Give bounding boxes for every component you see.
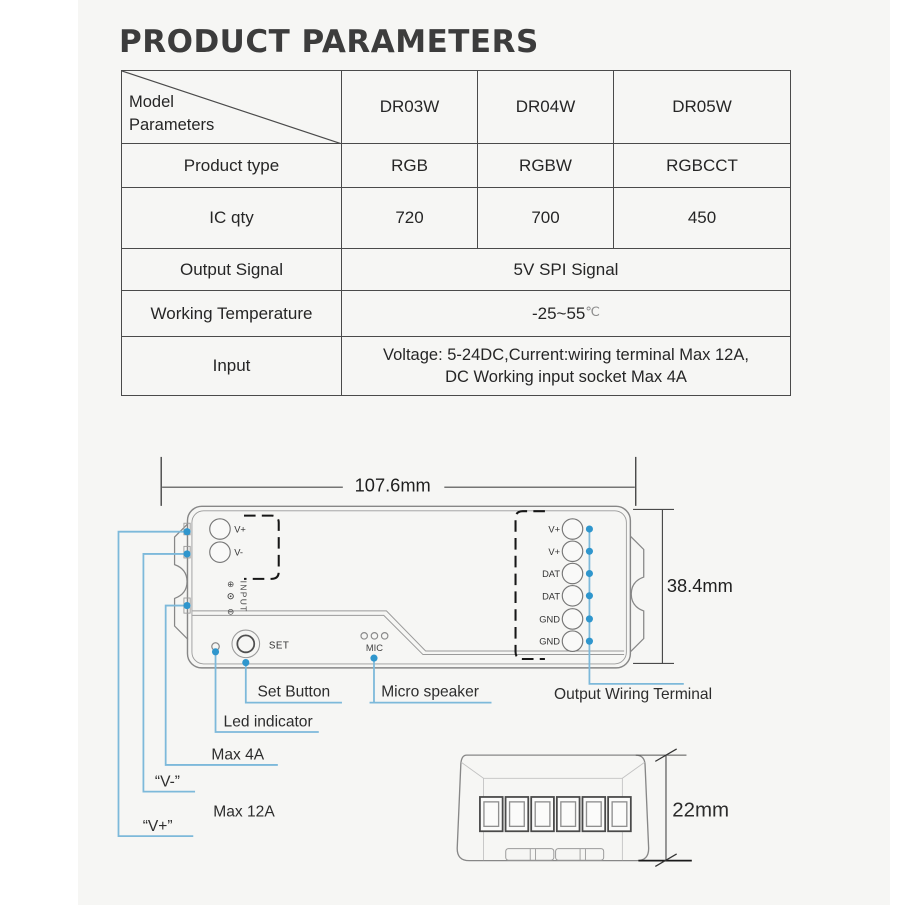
callout-leaders bbox=[118, 525, 683, 836]
terminal-screw bbox=[210, 542, 230, 562]
left-terminal-label: V+ bbox=[234, 524, 246, 535]
set-label: SET bbox=[268, 640, 290, 652]
polarity-minus-icon: ⊖ bbox=[227, 606, 235, 617]
cell-ic-qty-3: 450 bbox=[614, 188, 791, 249]
terminal-screw bbox=[562, 563, 582, 583]
table-row bbox=[122, 249, 791, 291]
table-row bbox=[122, 188, 791, 249]
parameters-table bbox=[121, 70, 791, 396]
cell-product-type-2: RGBW bbox=[478, 144, 614, 188]
page-title: PRODUCT PARAMETERS bbox=[119, 24, 539, 60]
mic-speaker-icon bbox=[361, 633, 388, 653]
output-terminal-block bbox=[516, 511, 583, 659]
left-terminal-label: V- bbox=[234, 547, 244, 558]
row-label-ic-qty: IC qty bbox=[122, 188, 342, 249]
terminal-screw bbox=[562, 541, 582, 561]
corner-label-model: Model bbox=[129, 93, 174, 111]
right-terminal-label: GND bbox=[539, 636, 561, 647]
corner-label-parameters: Parameters bbox=[129, 116, 215, 134]
right-terminal-label: DAT bbox=[542, 591, 561, 602]
left-mounting-ear bbox=[175, 524, 188, 640]
v-minus-callout: “V-” bbox=[154, 773, 180, 791]
right-terminal-label: V+ bbox=[548, 546, 561, 557]
v-plus-callout: “V+” bbox=[142, 817, 173, 835]
table-row bbox=[122, 144, 791, 188]
terminal-screw bbox=[562, 586, 582, 606]
celsius-unit: ℃ bbox=[585, 303, 601, 319]
mic-label: MIC bbox=[365, 642, 383, 653]
set-button-icon bbox=[232, 630, 289, 658]
input-terminal-block bbox=[210, 516, 279, 579]
controller-side-view bbox=[457, 749, 729, 867]
input-spec-line2: DC Working input socket Max 4A bbox=[445, 368, 687, 386]
polarity-plus-icon: ⊕ bbox=[227, 578, 235, 589]
row-label-output-signal: Output Signal bbox=[122, 249, 342, 291]
terminal-screw bbox=[562, 631, 582, 651]
depth-dimension-label: 22mm bbox=[672, 798, 730, 822]
width-dimension bbox=[161, 457, 635, 506]
table-row bbox=[122, 337, 791, 396]
right-mounting-ear bbox=[630, 536, 643, 652]
row-label-working-temperature: Working Temperature bbox=[122, 291, 342, 337]
terminal-screw bbox=[562, 609, 582, 629]
cell-output-signal: 5V SPI Signal bbox=[342, 249, 791, 291]
terminal-screw bbox=[210, 519, 230, 539]
cell-ic-qty-2: 700 bbox=[478, 188, 614, 249]
cell-ic-qty-1: 720 bbox=[342, 188, 478, 249]
terminal-screw bbox=[562, 519, 582, 539]
right-terminal-label: GND bbox=[539, 614, 561, 625]
right-terminal-label: DAT bbox=[542, 569, 561, 580]
micro-speaker-callout: Micro speaker bbox=[381, 683, 479, 701]
model-header-dr05w: DR05W bbox=[614, 71, 791, 144]
device-diagram bbox=[90, 425, 820, 909]
table-row bbox=[122, 291, 791, 337]
model-header-dr03w: DR03W bbox=[342, 71, 478, 144]
model-header-dr04w: DR04W bbox=[478, 71, 614, 144]
row-label-product-type: Product type bbox=[122, 144, 342, 188]
cell-working-temperature bbox=[342, 291, 791, 337]
led-indicator-callout: Led indicator bbox=[223, 713, 313, 731]
input-label: INPUT bbox=[238, 580, 249, 613]
terminal-bracket bbox=[244, 516, 279, 579]
right-terminal-label: V+ bbox=[548, 524, 561, 535]
width-dimension-label: 107.6mm bbox=[354, 474, 431, 496]
cell-product-type-1: RGB bbox=[342, 144, 478, 188]
height-dimension bbox=[633, 509, 733, 663]
set-button-callout: Set Button bbox=[257, 683, 331, 701]
max-12a-callout: Max 12A bbox=[213, 803, 275, 821]
depth-dimension bbox=[636, 749, 729, 867]
corner-header-cell bbox=[122, 71, 342, 144]
input-spec-line1: Voltage: 5-24DC,Current:wiring terminal Max 12A, bbox=[383, 346, 749, 364]
jack-icon-pin bbox=[230, 595, 232, 597]
max-4a-callout: Max 4A bbox=[211, 746, 265, 764]
height-dimension-label: 38.4mm bbox=[666, 575, 733, 597]
cell-product-type-3: RGBCCT bbox=[614, 144, 791, 188]
bottom-feet bbox=[506, 849, 604, 861]
side-terminal-blocks bbox=[480, 797, 631, 831]
row-label-input: Input bbox=[122, 337, 342, 396]
working-temperature-value: -25~55 bbox=[531, 303, 586, 323]
output-wiring-terminal-callout: Output Wiring Terminal bbox=[554, 686, 713, 704]
cell-input bbox=[342, 337, 791, 396]
